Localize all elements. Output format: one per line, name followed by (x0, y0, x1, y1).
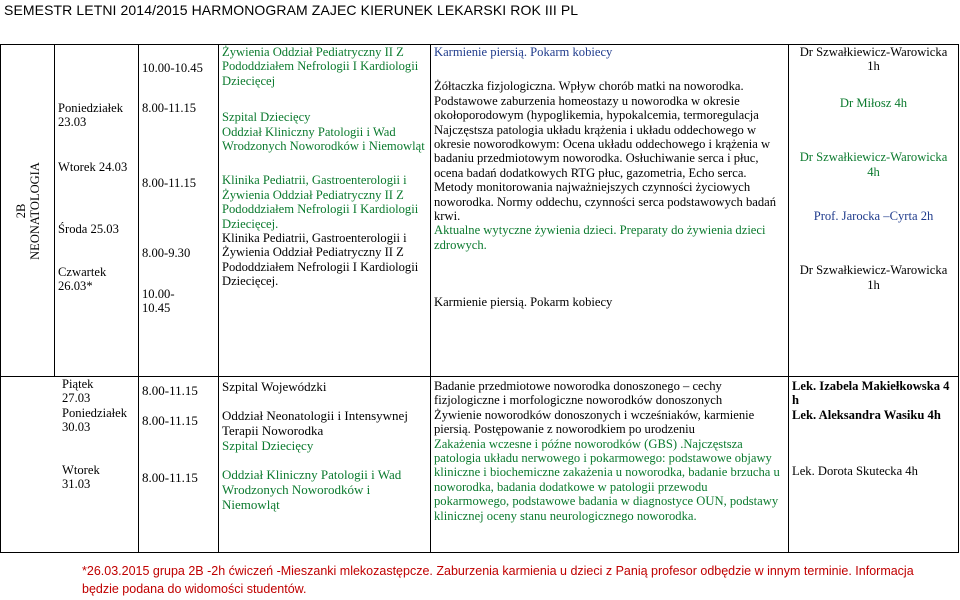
topic-text: Żółtaczka fizjologiczna. Wpływ chorób matki na noworodka. (434, 79, 744, 94)
schedule-table (0, 44, 959, 553)
days-cell (1, 377, 139, 553)
teachers-cell (789, 45, 959, 377)
hours-label: 8.00-11.15 (142, 101, 197, 116)
day-label: Czwartek 26.03* (58, 264, 107, 294)
hours-label: 8.00-9.30 (142, 246, 191, 261)
group-label: 2B NEONATOLOGIA (13, 161, 42, 260)
teacher-name: Dr Szwałkiewicz-Warowicka 1h (799, 263, 948, 292)
place-text: Oddział Kliniczny Patologii i Wad Wrodzonych Noworodków i Niemowląt (222, 124, 425, 154)
place-text: Oddział Kliniczny Patologii i Wad Wrodzonych Noworodków i Niemowląt (222, 467, 402, 512)
place-text: Żywienia Oddział Pediatryczny II Z Pododdziałem Nefrologii I Kardiologii Dziecięcej (222, 45, 419, 88)
teacher-name: Prof. Jarocka –Cyrta 2h (813, 209, 934, 224)
place-text: Klinika Pediatrii, Gastroenterologii i Żywienia Oddział Pediatryczny II Z Pododdziałem Nefrologii I Kardiologii Dziecięcej. (222, 231, 419, 289)
hours-cell (139, 377, 219, 553)
topic-text: Karmienie piersią. Pokarm kobiecy (434, 45, 613, 59)
day-label: Wtorek 24.03 (58, 159, 128, 174)
day-label: Piątek 27.03 (62, 377, 94, 406)
day-label: Poniedziałek 23.03 (58, 101, 124, 130)
place-text: Klinika Pediatrii, Gastroenterologii i Żywienia Oddział Pediatryczny II Z Pododdziałem Nefrologii I Kardiologii Dziecięcej. (222, 173, 419, 231)
hours-label: 8.00-11.15 (142, 175, 197, 190)
teacher-name: Dr Miłosz 4h (839, 95, 908, 110)
page-title: SEMESTR LETNI 2014/2015 HARMONOGRAM ZAJEC KIERUNEK LEKARSKI ROK III PL (4, 2, 579, 18)
teacher-name: Lek. Dorota Skutecka 4h (792, 464, 918, 479)
teacher-name: Dr Szwałkiewicz-Warowicka 4h (799, 150, 948, 179)
hours-label: 8.00-11.15 (142, 383, 198, 398)
topic-text: Zakażenia wczesne i późne noworodków (GBS) .Najczęstsza patologia układu nerwowego i pokarmowego: podstawowe objawy kliniczne i biochemiczne zakażenia u noworodka, badanie brzucha u noworodka, badania dodatkowe w patologii przewodu pokarmowego, podstawowe badania w diagnostyce OUN, podstawy klinicznej oceny stanu neurologicznego noworodka. (434, 436, 780, 523)
hours-label: 8.00-11.15 (142, 413, 198, 428)
topic-text: Podstawowe zaburzenia homeostazy u noworodka w okresie okołoporodowym (hypoglikemia, hypokalcemia, termoregulacja (434, 93, 759, 123)
teacher-name: Dr Szwałkiewicz-Warowicka 1h (799, 45, 948, 74)
topic-text: Badanie przedmiotowe noworodka donoszonego – cechy fizjologiczne i morfologiczne noworodków donoszonych (434, 379, 723, 408)
topic-text: Karmienie piersią. Pokarm kobiecy (434, 295, 613, 310)
teachers-cell (789, 377, 959, 553)
hours-cell (139, 45, 219, 377)
teacher-name: Lek. Izabela Makiełkowska 4 h (792, 379, 950, 408)
hours-label: 10.00-10.45 (142, 61, 203, 75)
days-cell (55, 45, 139, 377)
day-label: Poniedziałek 30.03 (62, 405, 128, 435)
place-text: Oddział Neonatologii i Intensywnej Terapii Noworodka (222, 408, 408, 438)
places-cell (219, 45, 431, 377)
topics-cell (431, 377, 789, 553)
table-row (1, 45, 959, 377)
place-text: Szpital Dziecięcy (222, 110, 311, 125)
teacher-name: Lek. Aleksandra Wasiku 4h (792, 407, 941, 422)
places-cell (219, 377, 431, 553)
table-row (1, 377, 959, 553)
topic-text: Aktualne wytyczne żywienia dzieci. Preparaty do żywienia dzieci zdrowych. (434, 223, 766, 252)
topic-text: Najczęstsza patologia układu krążenia i układu oddechowego w okresie noworodkowym: Ocena układu oddechowego i krążenia w badaniu przedmiotowym noworodka. Osłuchiwanie serca i płuc, ocena badań dodatkowych RTG płuc, gazometria, Echo serca. Metody monitorowania najważniejszych czynności życiowych noworodka. Normy oddechu, czynności serca podstawowych badań krwi. (434, 122, 777, 224)
group-label-cell (1, 45, 55, 377)
footnote: *26.03.2015 grupa 2B -2h ćwiczeń -Mieszanki mlekozastępcze. Zaburzenia karmienia u dzieci z Panią profesor odbędzie w innym terminie. Informacja będzie podana do widomości studentów. (82, 564, 914, 596)
day-label: Wtorek 31.03 (62, 462, 100, 492)
hours-label: 8.00-11.15 (142, 470, 198, 485)
place-text: Szpital Wojewódzki (222, 379, 327, 394)
hours-label: 10.00-10.45 (142, 286, 175, 316)
topic-text: Żywienie noworodków donoszonych i wcześniaków, karmienie piersią. Postępowanie z noworodkiem po urodzeniu (434, 407, 755, 437)
topics-cell (431, 45, 789, 377)
day-label: Środa 25.03 (58, 222, 119, 237)
place-text: Szpital Dziecięcy (222, 438, 314, 453)
